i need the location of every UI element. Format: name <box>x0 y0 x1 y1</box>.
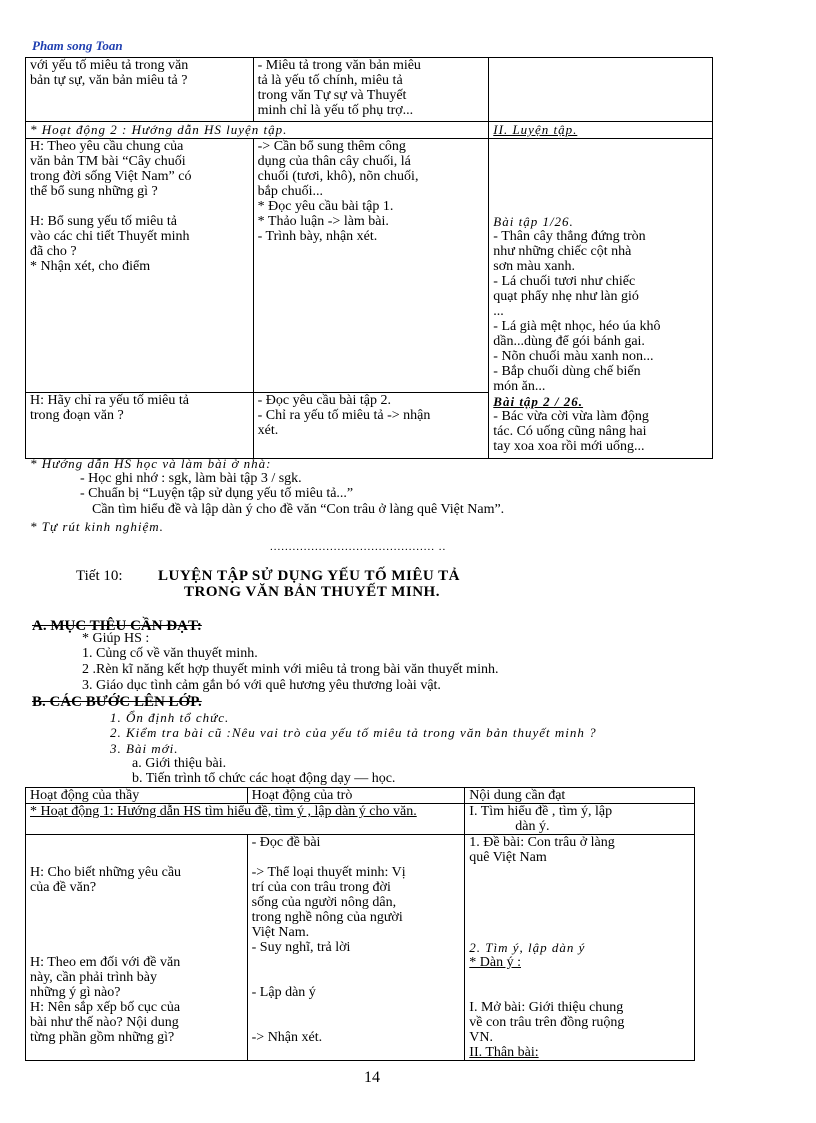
step-2: 2. Kiểm tra bài cũ :Nêu vai trò của yếu tố miêu tả trong văn bản thuyết minh ? <box>110 725 597 740</box>
page-number: 14 <box>364 1069 380 1086</box>
separator-dots: ............................................ .. <box>270 541 447 553</box>
teacher-column-2: H: Cho biết những yêu cầu của đề văn? H: Theo em đối với đề văn này, cần phải trình bày những ý gì nào? H: Nên sắp xếp bố cục của bài như thế nào? Nội dung từng phần gồm những gì? <box>26 835 248 1061</box>
lesson-table-2 <box>25 787 695 1061</box>
page-header: Pham song Toan <box>32 38 123 53</box>
header-teacher: Hoạt động của thầy <box>26 788 248 804</box>
exercise-2-title: Bài tập 2 / 26. <box>493 394 584 409</box>
content-column: Bài tập 1/26. - Thân cây thẳng đứng tròn như những chiếc cột nhà sơn màu xanh. - Lá chuối tươi như chiếc quạt phẩy nhẹ như làn gió ... - Lá già mệt nhọc, héo úa khô dần...dùng để gói bánh gai. - Nõn chuối màu xanh non... - Bắp chuối dùng chế biến món ăn... Bài tập 2 / 26. - Bác vừa cời vừa làm động tác. Có uống cũng nâng hai tay xoa xoa rồi mới uống... <box>489 139 713 459</box>
self-review: * Tự rút kinh nghiệm. <box>30 519 164 534</box>
homework-item-2: - Chuẩn bị “Luyện tập sử dụng yếu tố miêu tả...” <box>80 486 354 501</box>
cell-middle-top: - Miêu tả trong văn bản miêu tả là yếu tố chính, miêu tả trong văn Tự sự và Thuyết minh chỉ là yếu tố phụ trợ... <box>253 58 489 122</box>
content-column-2: 1. Đề bài: Con trâu ở làng quê Việt Nam 2. Tìm ý, lập dàn ý * Dàn ý : I. Mở bài: Giới thiệu chung về con trâu trên đồng ruộng VN. II. Thân bài: <box>465 835 695 1061</box>
homework-item-1: - Học ghi nhớ : sgk, làm bài tập 3 / sgk. <box>80 471 302 486</box>
objective-3: 3. Giáo dục tình cảm gắn bó với quê hương yêu thương loài vật. <box>82 678 441 693</box>
homework-item-3: Cần tìm hiểu đề và lập dàn ý cho đề văn “Con trâu ở làng quê Việt Nam”. <box>92 502 505 517</box>
substep-a: a. Giới thiệu bài. <box>132 756 227 771</box>
exercise-1-title: Bài tập 1/26. <box>493 214 574 229</box>
header-student: Hoạt động của trò <box>247 788 465 804</box>
section-i-heading: I. Tìm hiểu đề , tìm ý, lập dàn ý. <box>465 804 695 835</box>
lesson-table-1 <box>25 57 713 459</box>
help-students: * Giúp HS : <box>82 631 150 646</box>
cell-left-top: với yếu tố miêu tả trong văn bản tự sự, văn bản miêu tả ? <box>26 58 254 122</box>
substep-b: b. Tiến trình tổ chức các hoạt động dạy — học. <box>132 771 396 786</box>
teacher-column: H: Theo yêu cầu chung của văn bản TM bài “Cây chuối trong đời sống Việt Nam” có thể bổ sung những gì ? H: Bổ sung yếu tố miêu tả vào các chi tiết Thuyết minh đã cho ? * Nhận xét, cho điểm <box>26 139 254 393</box>
student-column: -> Cần bổ sung thêm công dụng của thân cây chuối, lá chuối (tươi, khô), nõn chuối, bắp chuối... * Đọc yêu cầu bài tập 1. * Thảo luận -> làm bài. - Trình bày, nhận xét. <box>253 139 489 393</box>
step-3: 3. Bài mới. <box>110 741 179 756</box>
activity-1-heading: * Hoạt động 1: Hướng dẫn HS tìm hiểu đề, tìm ý , lập dàn ý cho văn. <box>26 804 465 835</box>
activity-2-heading: * Hoạt động 2 : Hướng dẫn HS luyện tập. <box>26 122 489 139</box>
objective-2: 2 .Rèn kĩ năng kết hợp thuyết minh với miêu tả trong bài văn thuyết minh. <box>82 662 499 677</box>
objective-1: 1. Củng cố về văn thuyết minh. <box>82 646 258 661</box>
cell-right-top <box>489 58 713 122</box>
student-q2: - Đọc yêu cầu bài tập 2. - Chỉ ra yếu tố miêu tả -> nhận xét. <box>253 393 489 459</box>
header-content: Nội dung cần đạt <box>465 788 695 804</box>
section-a-title: A. MỤC TIÊU CẦN ĐẠT: <box>32 618 202 634</box>
step-1: 1. Ổn định tổ chức. <box>110 710 230 725</box>
lesson-title-1: LUYỆN TẬP SỬ DỤNG YẾU TỐ MIÊU TẢ <box>158 568 461 584</box>
section-b-title: B. CÁC BƯỚC LÊN LỚP. <box>32 694 202 710</box>
lesson-number: Tiết 10: <box>76 568 123 584</box>
teacher-q2: H: Hãy chỉ ra yếu tố miêu tả trong đoạn văn ? <box>26 393 254 459</box>
lesson-title-2: TRONG VĂN BẢN THUYẾT MINH. <box>184 584 440 600</box>
homework-title: * Hướng dẫn HS học và làm bài ở nhà: <box>30 456 272 471</box>
student-column-2: - Đọc đề bài -> Thể loại thuyết minh: Vị trí của con trâu trong đời sống của người nông dân, trong nghề nông của người Việt Nam. - Suy nghĩ, trả lời - Lập dàn ý -> Nhận xét. <box>247 835 465 1061</box>
practice-heading: II. Luyện tập. <box>489 122 713 139</box>
